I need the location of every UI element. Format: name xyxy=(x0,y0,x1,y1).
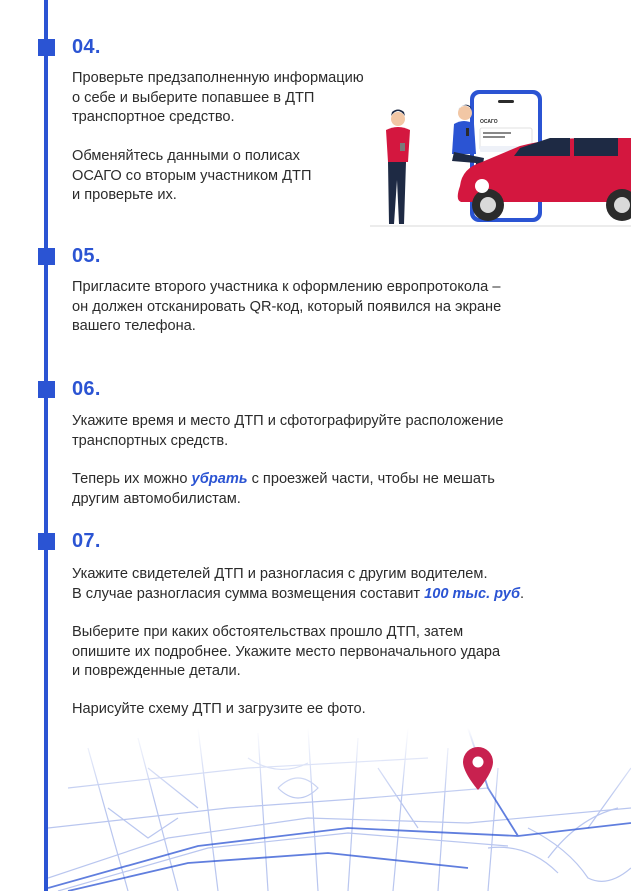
step-paragraph xyxy=(72,412,504,451)
text-line: о себе и выберите попавшее в ДТП xyxy=(72,89,315,106)
step-paragraph xyxy=(72,470,495,509)
text-line: Выберите при каких обстоятельствах прошло ДТП, затем xyxy=(72,624,464,640)
step-marker xyxy=(38,381,55,398)
car-accident-illustration xyxy=(370,88,631,233)
step-paragraph xyxy=(72,69,364,128)
step-marker xyxy=(38,39,55,56)
text-line: ОСАГО со вторым участником ДТП xyxy=(72,167,312,184)
text-fragment: . xyxy=(520,585,525,602)
text-line: Нарисуйте схему ДТП и загрузите ее фото. xyxy=(72,701,366,717)
text-line: Укажите свидетелей ДТП и разногласия с другим водителем. xyxy=(72,566,488,582)
text-line: Укажите время и место ДТП и сфотографируйте расположение xyxy=(72,413,504,429)
highlight-amount: 100 тыс. руб xyxy=(424,585,521,602)
map-illustration xyxy=(48,728,631,891)
osago-logo-icon xyxy=(475,179,489,193)
text-fragment: с проезжей части, чтобы не мешать xyxy=(247,471,495,487)
text-line: вашего телефона. xyxy=(72,318,196,334)
text-line: и поврежденные детали. xyxy=(72,663,241,679)
text-fragment: В случае разногласия сумма возмещения составит xyxy=(72,585,425,602)
highlight-text: убрать xyxy=(191,471,248,487)
step-marker xyxy=(38,533,55,550)
step-number: 04. xyxy=(72,36,101,58)
text-line: транспортное средство. xyxy=(72,109,235,125)
text-fragment: Теперь их можно xyxy=(72,471,192,487)
text-line: он должен отсканировать QR-код, который появился на экране xyxy=(72,298,502,315)
text-line: другим автомобилистам. xyxy=(72,490,241,507)
step-number: 05. xyxy=(72,245,101,267)
text-line: Пригласите второго участника к оформлению европротокола – xyxy=(72,279,501,295)
step-paragraph xyxy=(72,700,366,720)
step-marker xyxy=(38,248,55,265)
step-paragraph xyxy=(72,147,311,206)
text-line: и проверьте их. xyxy=(72,187,177,203)
step-paragraph xyxy=(72,565,524,604)
text-line: Проверьте предзаполненную информацию xyxy=(72,70,364,86)
step-number: 06. xyxy=(72,378,101,400)
phone-heading: ОСАГО xyxy=(480,119,498,125)
step-number: 07. xyxy=(72,530,101,552)
text-line: опишите их подробнее. Укажите место первоначального удара xyxy=(72,643,501,660)
standing-person-icon xyxy=(386,110,410,225)
text-line: транспортных средств. xyxy=(72,432,229,449)
step-paragraph xyxy=(72,623,500,682)
step-paragraph xyxy=(72,278,501,337)
text-line: Обменяйтесь данными о полисах xyxy=(72,148,300,164)
